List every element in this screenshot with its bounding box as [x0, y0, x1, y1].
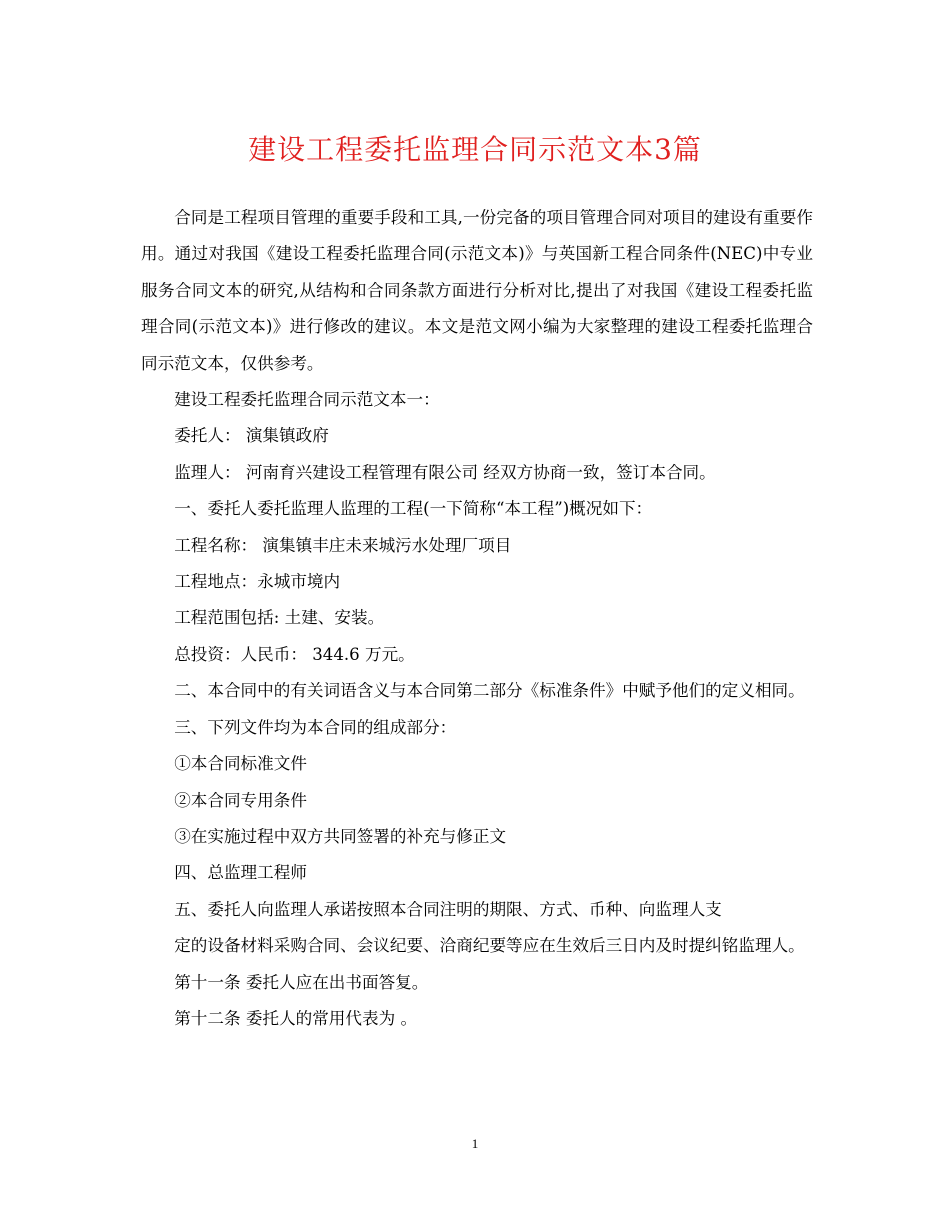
paragraph-clause-2: 二、本合同中的有关词语含义与本合同第二部分《标准条件》中赋予他们的定义相同。 [174, 681, 805, 701]
paragraph-project-name: 工程名称： 演集镇丰庄未来城污水处理厂项目 [174, 535, 512, 555]
paragraph-document-3: ③在实施过程中双方共同签署的补充与修正文 [174, 826, 507, 846]
paragraph-document-2: ②本合同专用条件 [174, 790, 307, 810]
paragraph-sample-heading: 建设工程委托监理合同示范文本一： [174, 390, 440, 410]
paragraph-total-investment: 总投资：人民币： 344.6 万元。 [174, 644, 415, 664]
paragraph-clause-3: 三、下列文件均为本合同的组成部分： [174, 717, 457, 737]
page-number: 1 [471, 1136, 479, 1151]
paragraph-project-location: 工程地点：永城市境内 [174, 572, 341, 592]
document-body [141, 200, 813, 1037]
document-title: 建设工程委托监理合同示范文本3篇 [248, 133, 702, 166]
paragraph-article-11: 第十一条 委托人应在出书面答复。 [174, 972, 429, 992]
paragraph-principal: 委托人： 演集镇政府 [174, 426, 329, 446]
paragraph-intro: 合同是工程项目管理的重要手段和工具,一份完备的项目管理合同对项目的建设有重要作用。通过对我国《建设工程委托监理合同(示范文本)》与英国新工程合同条件(NEC)中专业服务合同文本的研究,从结构和合同条款方面进行分析对比,提出了对我国《建设工程委托监理合同(示范文本)》进行修改的建议。本文是范文网小编为大家整理的建设工程委托监理合同示范文本，仅供参考。 [141, 208, 813, 373]
paragraph-clause-5-cont: 定的设备材料采购合同、会议纪要、洽商纪要等应在生效后三日内及时提纠铭监理人。 [174, 936, 805, 956]
paragraph-clause-5: 五、委托人向监理人承诺按照本合同注明的期限、方式、币种、向监理人支 [174, 899, 722, 919]
paragraph-project-scope: 工程范围包括: 土建、安装。 [174, 608, 385, 628]
paragraph-clause-1: 一、委托人委托监理人监理的工程(一下简称“本工程”)概况如下： [174, 499, 653, 519]
paragraph-document-1: ①本合同标准文件 [174, 754, 307, 774]
paragraph-clause-4: 四、总监理工程师 [174, 863, 307, 883]
paragraph-article-12: 第十二条 委托人的常用代表为 。 [174, 1008, 418, 1028]
paragraph-supervisor: 监理人： 河南育兴建设工程管理有限公司 经双方协商一致，签订本合同。 [174, 462, 716, 482]
